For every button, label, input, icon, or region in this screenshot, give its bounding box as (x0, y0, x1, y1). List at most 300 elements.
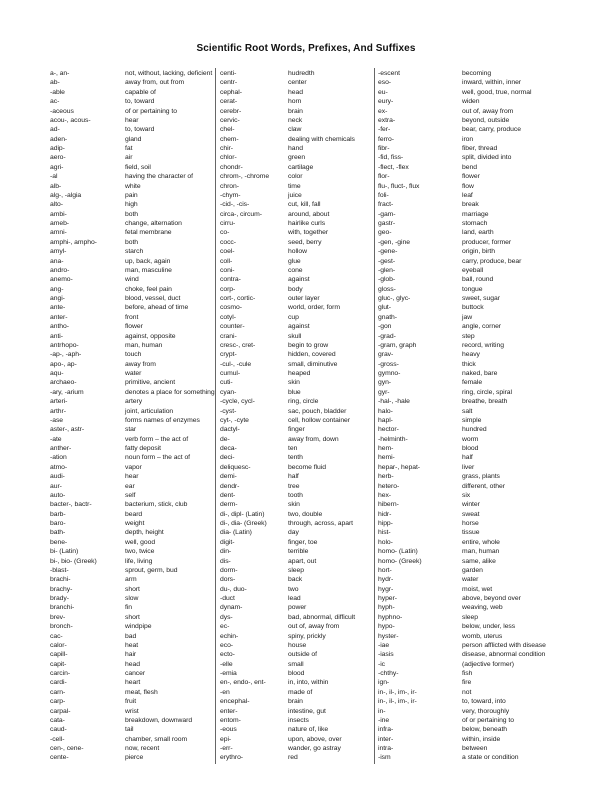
root-entry-row (378, 688, 564, 697)
root-entry-row (50, 88, 215, 97)
root-meaning: blue (288, 388, 301, 396)
root-entry-row (50, 557, 215, 566)
root-term: hector- (378, 426, 399, 434)
root-meaning: same, alike (462, 557, 496, 565)
root-term: anther- (50, 445, 72, 452)
root-term: carp- (50, 698, 66, 706)
root-meaning: world, order, form (288, 304, 340, 312)
root-entry-row (50, 388, 215, 397)
root-entry-row (378, 444, 564, 453)
root-entry-row (378, 407, 564, 416)
root-entry-row (50, 313, 215, 322)
root-meaning: water (125, 370, 142, 377)
root-meaning: blood (288, 670, 305, 677)
root-entry-row (378, 463, 564, 472)
root-meaning: having the character of (125, 173, 193, 181)
root-entry-row (378, 200, 564, 209)
root-term: ad- (50, 126, 60, 134)
root-term: hem- (378, 445, 394, 452)
root-entry-row (378, 519, 564, 528)
root-term: capit- (50, 660, 67, 668)
root-entry-row (220, 191, 374, 200)
root-term: deliquesc- (220, 463, 251, 471)
root-term: gnath- (378, 313, 397, 321)
root-entry-row (50, 116, 215, 125)
root-entry-row (50, 613, 215, 622)
root-meaning: ring, circle (288, 398, 319, 406)
root-term: cresc-, cret- (220, 341, 256, 349)
root-entry-row (378, 107, 564, 116)
root-meaning: cut, kill, fall (288, 201, 321, 209)
root-entry-row (220, 88, 374, 97)
root-meaning: fish (462, 670, 473, 677)
root-meaning: both (125, 238, 139, 246)
root-entry-row (220, 697, 374, 706)
root-meaning: different, other (462, 482, 505, 490)
root-term: -iae (378, 641, 390, 649)
root-term: herb- (378, 473, 394, 481)
root-entry-row (378, 172, 564, 181)
root-entry-row (50, 519, 215, 528)
root-meaning: red (288, 754, 298, 762)
root-meaning: around, about (288, 210, 330, 218)
root-meaning: dealing with chemicals (288, 135, 355, 143)
root-term: dent- (220, 491, 236, 499)
root-meaning: glue (288, 257, 301, 265)
root-meaning: forms names of enzymes (125, 416, 200, 424)
root-entry-row (378, 725, 564, 734)
root-meaning: time (288, 182, 301, 190)
root-term: apo-, ap- (50, 360, 77, 368)
root-entry-row (378, 669, 564, 678)
root-entry-row (50, 528, 215, 537)
root-meaning: in, into, within (288, 679, 329, 687)
root-term: cata- (50, 716, 65, 724)
root-meaning: capable of (125, 88, 156, 96)
root-meaning: heavy (462, 351, 480, 359)
root-meaning: sleep (462, 613, 478, 621)
root-meaning: skull (288, 332, 302, 340)
root-entry-row (220, 182, 374, 191)
root-entry-row (50, 144, 215, 153)
root-meaning: ring, circle, spiral (462, 388, 512, 396)
root-term: in-, il-, im-, ir- (378, 698, 417, 706)
root-meaning: well, good (125, 538, 156, 546)
root-meaning: juice (288, 191, 302, 199)
root-entry-row (378, 97, 564, 106)
root-term: hygr- (378, 585, 394, 593)
root-term: -elle (220, 660, 233, 668)
root-meaning: simple (462, 416, 482, 424)
root-term: in-, il-, im-, ir- (378, 688, 417, 696)
root-entry-row (378, 632, 564, 641)
root-entry-row (50, 369, 215, 378)
root-meaning: fruit (125, 698, 137, 706)
root-entry-row (50, 435, 215, 444)
root-meaning: blood (462, 445, 479, 452)
root-term: crani- (220, 332, 237, 340)
root-term: coel- (220, 248, 235, 256)
root-meaning: bad, abnormal, difficult (288, 613, 356, 621)
root-entry-row (50, 285, 215, 294)
root-meaning: becoming (462, 70, 492, 77)
root-meaning: worm (462, 435, 479, 443)
root-meaning: not (462, 688, 472, 696)
root-term: -emia (220, 670, 237, 677)
root-meaning: to, toward (125, 126, 155, 134)
root-entry-row (378, 350, 564, 359)
root-term: -ap-, -aph- (50, 351, 82, 359)
root-entry-row (378, 416, 564, 425)
root-entry-row (220, 688, 374, 697)
root-term: ab- (50, 79, 60, 87)
root-term: hetero- (378, 482, 400, 490)
root-term: fract- (378, 201, 394, 209)
root-term: amphi-, ampho- (50, 238, 97, 246)
root-term: archaeo- (50, 379, 77, 387)
root-meaning: moist, wet (462, 585, 493, 593)
root-entry-row (220, 669, 374, 678)
root-entry-row (378, 753, 564, 762)
root-entry-row (50, 210, 215, 219)
root-entry-row (378, 707, 564, 716)
root-entry-row (378, 557, 564, 566)
root-term: ante- (50, 304, 66, 312)
root-meaning: bad (125, 632, 137, 640)
root-term: acou-, acous- (50, 116, 91, 124)
root-meaning: hear (125, 116, 139, 124)
root-term: erythro- (220, 754, 244, 762)
root-term: cocc- (220, 238, 236, 246)
root-entry-row (50, 397, 215, 406)
root-term: ex- (378, 107, 388, 115)
root-entry-row (378, 228, 564, 237)
root-meaning: of or pertaining to (462, 716, 514, 724)
root-term: hex- (378, 491, 392, 499)
root-term: -eous (220, 726, 237, 734)
root-meaning: (adjective former) (462, 660, 514, 668)
root-term: cervic- (220, 116, 240, 124)
root-entry-row (378, 182, 564, 191)
root-entry-row (220, 435, 374, 444)
root-entry-row (50, 69, 215, 78)
root-term: antho- (50, 323, 69, 331)
root-term: -blast- (50, 566, 69, 574)
root-term: angi- (50, 295, 65, 302)
root-meaning: artery (125, 398, 143, 406)
root-entry-row (50, 744, 215, 753)
root-term: deci- (220, 454, 235, 462)
root-entry-row (378, 313, 564, 322)
root-term: dors- (220, 576, 236, 584)
root-term: dactyl- (220, 426, 240, 434)
root-entry-row (220, 632, 374, 641)
root-meaning: two (288, 585, 299, 593)
root-entry-row (50, 453, 215, 462)
root-term: fibr- (378, 145, 390, 152)
root-meaning: widen (462, 98, 480, 106)
root-entry-row (50, 585, 215, 594)
root-entry-row (378, 125, 564, 134)
root-entry-row (220, 622, 374, 631)
root-meaning: to, toward (125, 98, 155, 106)
root-term: gyr- (378, 388, 390, 396)
root-entry-row (220, 332, 374, 341)
root-term: caud- (50, 726, 67, 734)
root-meaning: upon, above, over (288, 735, 342, 743)
root-term: eco- (220, 641, 234, 649)
root-meaning: tree (288, 482, 300, 490)
root-entry-row (220, 322, 374, 331)
root-entry-row (50, 332, 215, 341)
root-entry-row (378, 453, 564, 462)
root-term: anti- (50, 332, 63, 340)
root-meaning: leaf (462, 191, 473, 199)
root-meaning: now, recent (125, 745, 160, 752)
root-meaning: white (125, 182, 141, 190)
root-term: -gross- (378, 360, 399, 368)
root-column-3 (378, 69, 564, 763)
root-meaning: outer layer (288, 295, 320, 302)
root-entry-row (378, 378, 564, 387)
root-meaning: joint, articulation (125, 407, 174, 415)
root-term: ign- (378, 679, 390, 687)
root-term: -ation (50, 454, 67, 462)
root-term: hypo- (378, 623, 395, 631)
root-entry-row (378, 660, 564, 669)
root-entry-row (50, 238, 215, 247)
root-term: -cid-, -cis- (220, 201, 250, 209)
root-meaning: man, human (125, 341, 163, 349)
root-term: eu- (378, 88, 388, 96)
root-term: chron- (220, 182, 239, 190)
root-term: -ic (378, 660, 386, 668)
root-entry-row (50, 78, 215, 87)
root-meaning: house (288, 641, 307, 649)
root-term: alto- (50, 201, 63, 209)
root-entry-row (220, 716, 374, 725)
root-entry-row (50, 135, 215, 144)
root-meaning: fetal membrane (125, 229, 172, 237)
root-meaning: hudredth (288, 70, 315, 77)
root-entry-row (378, 435, 564, 444)
root-term: -gene- (378, 248, 398, 256)
root-term: cirru- (220, 220, 236, 227)
root-meaning: cell, hollow container (288, 416, 350, 424)
root-term: cardi- (50, 679, 67, 687)
root-term: coni- (220, 266, 235, 274)
root-entry-row (220, 416, 374, 425)
root-term: calor- (50, 641, 67, 649)
root-term: enter- (220, 707, 238, 715)
root-meaning: angle, corner (462, 323, 502, 331)
root-term: brachy- (50, 585, 73, 593)
root-entry-row (220, 660, 374, 669)
root-term: gloss- (378, 285, 396, 293)
root-entry-row (220, 707, 374, 716)
root-term: hemi- (378, 454, 395, 462)
root-entry-row (220, 303, 374, 312)
root-entry-row (220, 388, 374, 397)
root-entry-row (50, 547, 215, 556)
root-entry-row (50, 632, 215, 641)
root-term: demi- (220, 473, 237, 481)
root-entry-row (378, 538, 564, 547)
root-meaning: brain (288, 698, 303, 706)
root-entry-row (50, 725, 215, 734)
root-term: hort- (378, 566, 392, 574)
root-meaning: out of, away from (462, 107, 514, 115)
root-meaning: insects (288, 716, 309, 724)
root-meaning: made of (288, 688, 313, 696)
root-term: audi- (50, 473, 65, 481)
root-meaning: away from (125, 360, 156, 368)
root-entry-row (378, 744, 564, 753)
root-term: aster-, astr- (50, 426, 85, 434)
root-meaning: two, double (288, 510, 323, 518)
root-entry-row (220, 200, 374, 209)
root-entry-row (378, 500, 564, 509)
root-term: -flect, -flex (378, 163, 409, 171)
root-meaning: claw (288, 126, 302, 134)
root-meaning: between (462, 745, 488, 752)
root-meaning: chamber, small room (125, 735, 188, 743)
root-entry-row (50, 678, 215, 687)
root-term: hibern- (378, 501, 399, 509)
root-meaning: flow (462, 182, 474, 190)
root-meaning: high (125, 201, 138, 209)
root-entry-row (220, 472, 374, 481)
root-term: gastr- (378, 220, 396, 227)
root-term: agri- (50, 163, 64, 171)
root-entry-row (220, 219, 374, 228)
root-term: cyan- (220, 388, 237, 396)
root-term: homo- (Greek) (378, 557, 422, 565)
root-meaning: jaw (462, 313, 473, 321)
root-meaning: out of, away from (288, 623, 340, 631)
root-term: ana- (50, 257, 64, 265)
root-meaning: of or pertaining to (125, 107, 177, 115)
root-meaning: windpipe (125, 623, 152, 631)
root-entry-row (50, 463, 215, 472)
root-entry-row (220, 275, 374, 284)
root-term: infra- (378, 726, 394, 734)
root-meaning: sleep (288, 566, 304, 574)
root-meaning: bend (462, 163, 477, 171)
root-entry-row (50, 107, 215, 116)
root-entry-row (220, 735, 374, 744)
root-term: -duct (220, 595, 235, 602)
root-meaning: carry, produce, bear (462, 257, 522, 265)
root-term: digit- (220, 538, 235, 546)
root-meaning: life, living (125, 557, 153, 565)
root-term: eso- (378, 79, 392, 87)
root-meaning: iron (462, 135, 474, 143)
root-entry-row (220, 575, 374, 584)
root-term: de- (220, 435, 230, 443)
root-term: ferro- (378, 135, 394, 143)
root-entry-row (50, 716, 215, 725)
root-meaning: buttock (462, 304, 484, 312)
root-term: -cul-, -cule (220, 360, 252, 368)
root-entry-row (378, 285, 564, 294)
root-term: chrom-, -chrome (220, 173, 270, 181)
root-meaning: nature of, like (288, 726, 329, 734)
root-term: hist- (378, 529, 391, 537)
root-entry-row (220, 69, 374, 78)
root-entry-row (378, 163, 564, 172)
root-meaning: green (288, 154, 306, 162)
root-entry-row (220, 603, 374, 612)
root-meaning: finger, toe (288, 538, 318, 546)
root-entry-row (378, 622, 564, 631)
root-meaning: bear, carry, produce (462, 126, 521, 134)
root-term: -al (50, 173, 58, 181)
root-entry-row (378, 594, 564, 603)
root-meaning: hollow (288, 248, 307, 256)
root-meaning: field, soil (125, 163, 151, 171)
root-term: hydr- (378, 576, 394, 584)
root-meaning: meat, flesh (125, 688, 158, 696)
root-meaning: man, human (462, 548, 500, 556)
root-meaning: to, toward, into (462, 698, 506, 706)
root-meaning: vapor (125, 463, 142, 471)
root-entry-row (220, 266, 374, 275)
root-term: cosmo- (220, 304, 242, 312)
root-meaning: pierce (125, 754, 144, 762)
root-entry-row (220, 247, 374, 256)
root-meaning: half (462, 454, 473, 462)
root-term: eury- (378, 98, 394, 106)
root-entry-row (220, 144, 374, 153)
root-term: cort-, cortic- (220, 295, 256, 302)
root-meaning: breathe, breath (462, 398, 508, 406)
root-meaning: half (288, 473, 299, 481)
root-meaning: horn (288, 98, 302, 106)
root-meaning: become fluid (288, 463, 326, 471)
root-meaning: gland (125, 135, 142, 143)
root-term: gymno- (378, 370, 401, 377)
root-entry-row (220, 425, 374, 434)
root-entry-row (220, 725, 374, 734)
root-term: circa-, circum- (220, 210, 262, 218)
root-term: coll- (220, 257, 233, 265)
root-term: -hal-, -hale (378, 398, 410, 406)
root-meaning: ball, round (462, 276, 494, 284)
root-term: bene- (50, 538, 68, 546)
root-entry-row (378, 191, 564, 200)
root-entry-row (220, 341, 374, 350)
root-entry-row (220, 463, 374, 472)
root-term: -gon (378, 323, 392, 331)
root-term: hidr- (378, 510, 392, 518)
root-term: -cyst- (220, 407, 237, 415)
root-term: co- (220, 229, 230, 237)
root-entry-row (50, 172, 215, 181)
root-entry-row (50, 603, 215, 612)
root-meaning: against, opposite (125, 332, 176, 340)
root-entry-row (378, 275, 564, 284)
root-entry-row (220, 257, 374, 266)
root-meaning: fiber, thread (462, 145, 498, 152)
root-term: holo- (378, 538, 393, 546)
root-entry-row (220, 125, 374, 134)
root-entry-row (378, 472, 564, 481)
root-term: hepar-, hepat- (378, 463, 420, 471)
root-meaning: small, diminutive (288, 360, 338, 368)
root-meaning: sprout, germ, bud (125, 566, 178, 574)
root-term: contra- (220, 276, 241, 284)
